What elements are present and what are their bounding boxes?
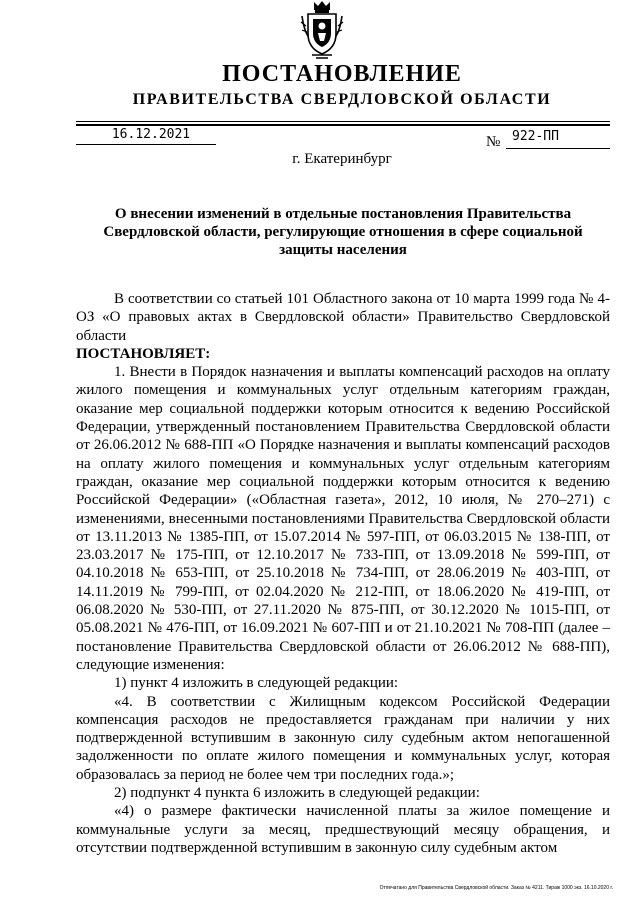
header-rule-thin bbox=[76, 121, 610, 122]
date-underline bbox=[76, 144, 216, 145]
print-footer: Отпечатано для Правительства Свердловской области. Заказ № 4211. Тираж 1000 экз. 16.10.2020 г. bbox=[379, 885, 613, 891]
city: г. Екатеринбург bbox=[292, 151, 392, 167]
document-heading: О внесении изменений в отдельные постановления Правительства Свердловской области, регулирующие отношения в сфере социальной защиты населения bbox=[103, 206, 583, 258]
subitem-2-paragraph: 2) подпункт 4 пункта 6 изложить в следующей редакции: bbox=[114, 785, 480, 802]
item-1-paragraph: 1. Внести в Порядок назначения и выплаты компенсаций расходов на оплату жилого помещения и коммунальных услуг отдельным категориям граждан, оказание мер социальной поддержки которым относится к ведению Российской Федерации, утвержденный постановлением Правительства Свердловской области от 26.06.2012 № 688-ПП «О Порядке назначения и выплаты компенсаций расходов на оплату жилого помещения и коммунальных услуг отдельным категориям граждан, оказание мер социальной поддержки которым относится к ведению Российской Федерации» («Областная газета», 2012, 10 июля, № 270–271) с изменениями, внесенными постановлениями Правительства Свердловской области от 13.11.2013 № 1385-ПП, от 15.07.2014 № 597-ПП, от 06.03.2015 № 138-ПП, от 23.03.2017 № 175-ПП, от 12.10.2017 № 733-ПП, от 13.09.2018 № 599-ПП, от 04.10.2018 № 653-ПП, от 25.10.2018 № 734-ПП, от 28.06.2019 № 403-ПП, от 14.11.2019 № 799-ПП, от 02.04.2020 № 212-ПП, от 18.06.2020 № 419-ПП, от 06.08.2020 № 530-ПП, от 27.11.2020 № 875-ПП, от 30.12.2020 № 1015-ПП, от 05.08.2021 № 476-ПП, от 16.09.2021 № 607-ПП и от 21.10.2021 № 708-ПП (далее – постановление Правительства Свердловской области от 26.06.2012 № 688-ПП), следующие изменения: bbox=[76, 364, 610, 673]
quoted-item-4-paragraph: «4. В соответствии с Жилищным кодексом Российской Федерации компенсация расходов не предоставляется гражданам при наличии у них подтвержденной вступившим в законную силу судебным актом непогашенной задолженности по оплате жилого помещения и коммунальных услуг, которая образовалась за период не более чем три последних года.»; bbox=[76, 693, 610, 783]
number-sign: № bbox=[486, 134, 501, 150]
document-date: 16.12.2021 bbox=[111, 127, 191, 142]
issuer-subtitle: ПРАВИТЕЛЬСТВА СВЕРДЛОВСКОЙ ОБЛАСТИ bbox=[132, 91, 552, 108]
preamble-paragraph: В соответствии со статьей 101 Областного закона от 10 марта 1999 года № 4-ОЗ «О правовых актах в Свердловской области» Правительство Свердловской области bbox=[76, 291, 610, 344]
document-type-title: ПОСТАНОВЛЕНИЕ bbox=[222, 61, 462, 87]
document-body bbox=[76, 290, 610, 857]
number-underline bbox=[506, 148, 610, 149]
coat-of-arms-emblem bbox=[300, 0, 344, 60]
document-number: 922-ПП bbox=[512, 129, 559, 144]
resolves-heading: ПОСТАНОВЛЯЕТ: bbox=[76, 345, 211, 362]
subitem-1-paragraph: 1) пункт 4 изложить в следующей редакции: bbox=[114, 675, 399, 692]
quoted-subitem-4-paragraph: «4) о размере фактически начисленной платы за жилое помещение и коммунальные услуги за месяц, предшествующий месяцу обращения, и отсутствии подтвержденной вступившим в законную силу судебным актом bbox=[76, 803, 610, 856]
